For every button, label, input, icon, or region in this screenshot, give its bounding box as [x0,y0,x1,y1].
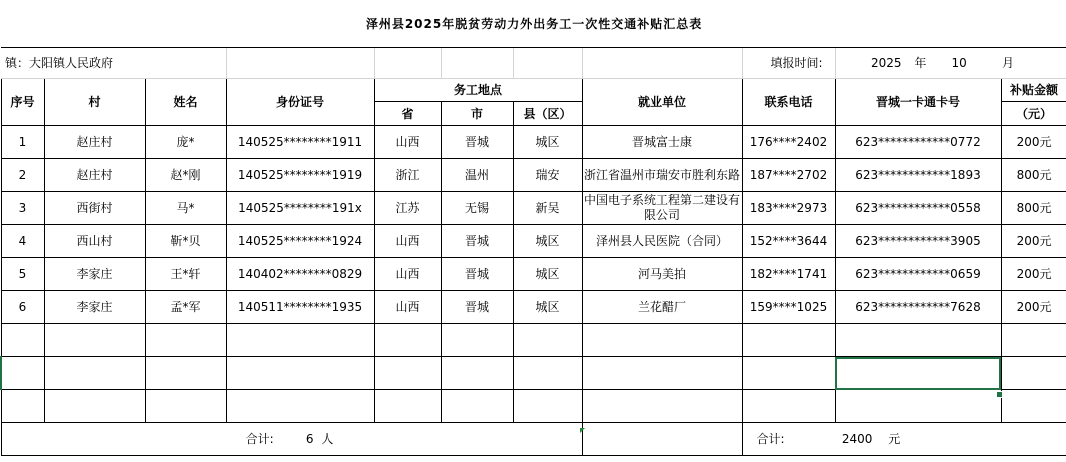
empty-cell[interactable] [226,390,374,423]
empty-cell[interactable] [1001,390,1066,423]
footer-total-count-unit: 人 [321,432,334,446]
footer-total-label: 合计: [245,432,274,446]
footer-total-count[interactable] [1,423,582,456]
header-employer[interactable]: 就业单位 [582,79,742,126]
cell-phone[interactable]: 176****2402 [742,126,835,159]
cell-province[interactable]: 山西 [374,291,441,324]
cell-id[interactable]: 140525********191x [226,192,374,225]
cell-indicator-icon [580,428,585,433]
empty-cell[interactable] [513,48,582,79]
cell-village[interactable]: 李家庄 [44,291,145,324]
footer-sum-amount: 2400 [841,432,873,446]
cell-county[interactable]: 城区 [513,291,582,324]
empty-cell[interactable] [374,324,441,357]
empty-cell[interactable] [441,357,513,390]
empty-cell[interactable] [374,48,441,79]
empty-cell[interactable] [145,324,226,357]
footer-sum-unit: 元 [888,432,901,446]
cell-amount[interactable]: 200元 [1001,225,1066,258]
empty-cell[interactable] [44,357,145,390]
empty-cell[interactable] [582,48,742,79]
cell-county[interactable]: 瑞安 [513,159,582,192]
cell-province[interactable]: 浙江 [374,159,441,192]
header-subsidy[interactable]: 补贴金额 [1001,79,1066,102]
cell-province[interactable]: 山西 [374,258,441,291]
cell-employer[interactable]: 河马美拍 [582,258,742,291]
empty-cell[interactable] [226,324,374,357]
cell-phone[interactable]: 152****3644 [742,225,835,258]
empty-cell[interactable] [835,324,1001,357]
cell-county[interactable]: 城区 [513,126,582,159]
cell-id[interactable]: 140525********1911 [226,126,374,159]
empty-cell[interactable] [835,390,1001,423]
cell-card[interactable]: 623************1893 [835,159,1001,192]
header-card[interactable]: 晋城一卡通卡号 [835,79,1001,126]
empty-cell[interactable] [226,48,374,79]
cell-name[interactable]: 马* [145,192,226,225]
empty-cell[interactable] [582,423,742,456]
empty-cell[interactable] [145,390,226,423]
cell-name[interactable]: 靳*贝 [145,225,226,258]
header-id[interactable]: 身份证号 [226,79,374,126]
cell-id[interactable]: 140525********1919 [226,159,374,192]
cell-card[interactable]: 623************0558 [835,192,1001,225]
fill-time-label[interactable]: 填报时间: [742,48,835,79]
cell-name[interactable]: 赵*刚 [145,159,226,192]
cell-card[interactable]: 623************0772 [835,126,1001,159]
cell-card[interactable]: 623************0659 [835,258,1001,291]
header-seq[interactable]: 序号 [1,79,44,126]
cell-employer[interactable]: 泽州县人民医院（合同） [582,225,742,258]
empty-cell[interactable] [582,357,742,390]
cell-name[interactable]: 庞* [145,126,226,159]
cell-amount[interactable]: 800元 [1001,192,1066,225]
cell-village[interactable]: 西街村 [44,192,145,225]
cell-employer[interactable]: 浙江省温州市瑞安市胜利东路 [582,159,742,192]
cell-city[interactable]: 晋城 [441,258,513,291]
footer-sum[interactable] [742,423,1066,456]
town-label[interactable]: 镇：大阳镇人民政府 [1,48,226,79]
cell-city[interactable]: 无锡 [441,192,513,225]
header-village[interactable]: 村 [44,79,145,126]
fill-year-unit: 年 [914,56,927,70]
footer-total-count-value: 6 [305,432,314,446]
cell-phone[interactable]: 183****2973 [742,192,835,225]
empty-cell[interactable] [441,48,513,79]
cell-phone[interactable]: 159****1025 [742,291,835,324]
empty-cell[interactable] [1,390,44,423]
empty-cell[interactable] [742,324,835,357]
cell-city[interactable]: 晋城 [441,126,513,159]
cell-city[interactable]: 晋城 [441,291,513,324]
empty-cell[interactable] [513,357,582,390]
empty-cell[interactable] [513,324,582,357]
empty-cell[interactable] [145,357,226,390]
cell-phone[interactable]: 187****2702 [742,159,835,192]
empty-cell[interactable] [1,357,44,390]
empty-cell[interactable] [582,390,742,423]
cell-employer[interactable]: 兰花醋厂 [582,291,742,324]
cell-employer[interactable]: 中国电子系统工程第二建设有限公司 [582,192,742,225]
cell-seq[interactable]: 3 [1,192,44,225]
cell-id[interactable]: 140525********1924 [226,225,374,258]
fill-year: 2025 [870,56,902,70]
selected-cell[interactable] [835,357,1001,390]
cell-city[interactable]: 晋城 [441,225,513,258]
cell-amount[interactable]: 200元 [1001,126,1066,159]
cell-county[interactable]: 新吴 [513,192,582,225]
empty-cell[interactable] [441,324,513,357]
cell-name[interactable]: 孟*军 [145,291,226,324]
cell-seq[interactable]: 5 [1,258,44,291]
empty-cell[interactable] [1001,357,1066,390]
sheet-title[interactable]: 泽州县2025年脱贫劳动力外出务工一次性交通补贴汇总表 [1,0,1066,48]
header-name[interactable]: 姓名 [145,79,226,126]
cell-name[interactable]: 王*轩 [145,258,226,291]
cell-village[interactable]: 西山村 [44,225,145,258]
cell-id[interactable]: 140402********0829 [226,258,374,291]
cell-amount[interactable]: 800元 [1001,159,1066,192]
cell-province[interactable]: 山西 [374,126,441,159]
cell-seq[interactable]: 4 [1,225,44,258]
cell-province[interactable]: 山西 [374,225,441,258]
empty-cell[interactable] [226,357,374,390]
header-city[interactable]: 市 [441,102,513,126]
empty-cell[interactable] [582,324,742,357]
empty-cell[interactable] [374,390,441,423]
cell-province[interactable]: 江苏 [374,192,441,225]
header-workplace[interactable]: 务工地点 [374,79,582,102]
cell-village[interactable]: 赵庄村 [44,159,145,192]
cell-county[interactable]: 城区 [513,258,582,291]
fill-month: 10 [951,56,967,70]
cell-city[interactable]: 温州 [441,159,513,192]
cell-amount[interactable]: 200元 [1001,258,1066,291]
cell-seq[interactable]: 6 [1,291,44,324]
cell-amount[interactable]: 200元 [1001,291,1066,324]
empty-cell[interactable] [44,390,145,423]
empty-cell[interactable] [1001,324,1066,357]
empty-cell[interactable] [374,357,441,390]
cell-seq[interactable]: 2 [1,159,44,192]
cell-seq[interactable]: 1 [1,126,44,159]
footer-sum-label: 合计: [756,432,785,446]
header-phone[interactable]: 联系电话 [742,79,835,126]
empty-cell[interactable] [513,390,582,423]
header-county[interactable]: 县（区） [513,102,582,126]
cell-card[interactable]: 623************3905 [835,225,1001,258]
fill-time-value[interactable] [835,48,1066,79]
cell-village[interactable]: 李家庄 [44,258,145,291]
cell-card[interactable]: 623************7628 [835,291,1001,324]
fill-month-unit: 月 [1001,56,1014,70]
cell-village[interactable]: 赵庄村 [44,126,145,159]
empty-cell[interactable] [1,324,44,357]
fill-handle-icon[interactable] [996,391,1003,398]
header-province[interactable]: 省 [374,102,441,126]
header-subsidy-unit[interactable]: （元） [1001,102,1066,126]
empty-cell[interactable] [742,390,835,423]
empty-cell[interactable] [441,390,513,423]
empty-cell[interactable] [742,357,835,390]
cell-phone[interactable]: 182****1741 [742,258,835,291]
cell-employer[interactable]: 晋城富士康 [582,126,742,159]
cell-county[interactable]: 城区 [513,225,582,258]
cell-id[interactable]: 140511********1935 [226,291,374,324]
empty-cell[interactable] [44,324,145,357]
